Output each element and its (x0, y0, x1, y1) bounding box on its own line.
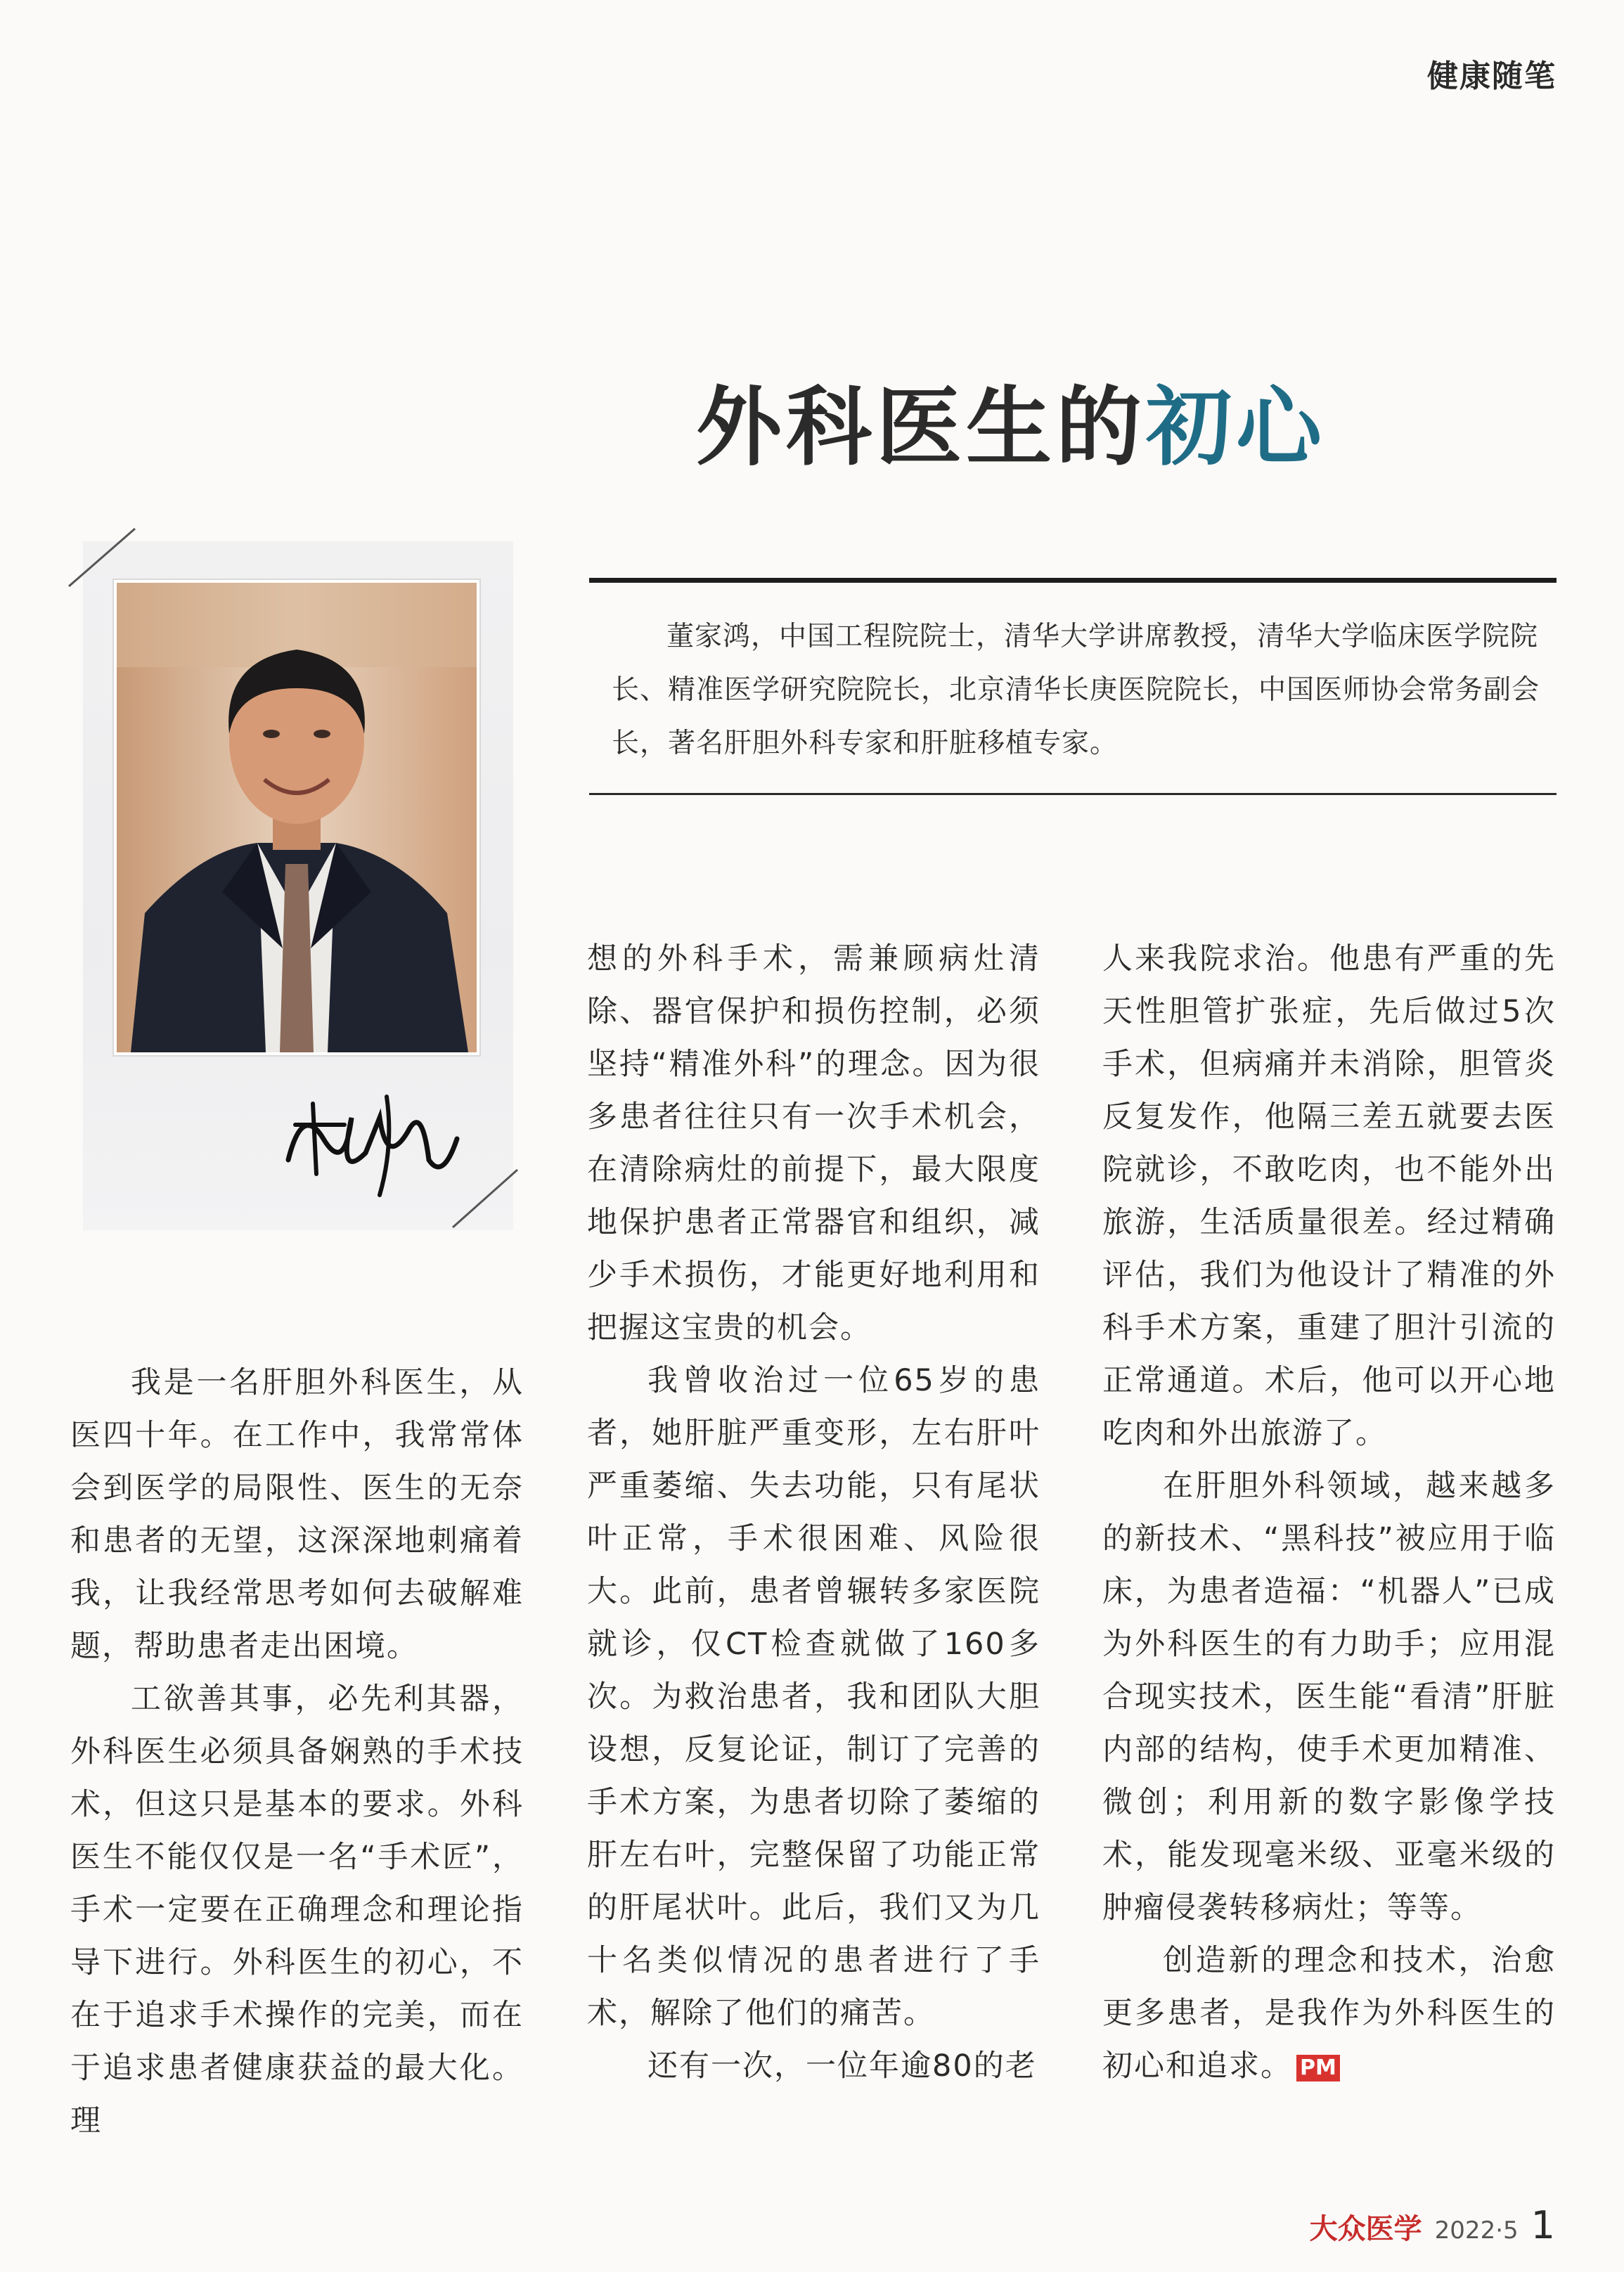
article-column-1 (70, 1357, 524, 2148)
section-label: 健康随笔 (1427, 58, 1557, 94)
title-accent: 初心 (1146, 377, 1326, 477)
end-mark-badge: PM (1296, 2055, 1340, 2081)
paragraph-text: 创造新的理念和技术，治愈更多患者，是我作为外科医生的初心和追求。 (1102, 1943, 1556, 2084)
article-column-3 (1102, 933, 1556, 2093)
article-column-2 (587, 933, 1040, 2093)
paragraph: 我是一名肝胆外科医生，从医四十年。在工作中，我常常体会到医学的局限性、医生的无奈和患者的无望，这深深地刺痛着我，让我经常思考如何去破解难题，帮助患者走出困境。 (70, 1365, 524, 1664)
paragraph: 还有一次，一位年逾80的老 (647, 2048, 1037, 2084)
bio-rule-top (589, 578, 1557, 583)
paragraph: 我曾收治过一位65岁的患者，她肝脏严重变形，左右肝叶严重萎缩、失去功能，只有尾状叶正常，手术很困难、风险很大。此前，患者曾辗转多家医院就诊，仅CT检查就做了160多次。为救治患者，我和团队大胆设想，反复论证，制订了完善的手术方案，为患者切除了萎缩的肝左右叶，完整保留了功能正常的肝尾状叶。此后，我们又为几十名类似情况的患者进行了手术，解除了他们的痛苦。 (587, 1363, 1040, 2031)
bio-rule-bottom (589, 793, 1557, 795)
page-number: 1 (1530, 2203, 1555, 2247)
paragraph-final (1102, 1935, 1556, 2093)
paragraph: 人来我院求治。他患有严重的先天性胆管扩张症，先后做过5次手术，但病痛并未消除，胆管炎反复发作，他隔三差五就要去医院就诊，不敢吃肉，也不能外出旅游，生活质量很差。经过精确评估，我们为他设计了精准的外科手术方案，重建了胆汁引流的正常通道。术后，他可以开心地吃肉和外出旅游了。 (1102, 941, 1556, 1451)
paragraph: 工欲善其事，必先利其器，外科医生必须具备娴熟的手术技术，但这只是基本的要求。外科医生不能仅仅是一名“手术匠”，手术一定要在正确理念和理论指导下进行。外科医生的初心，不在于追求手术操作的完美，而在于追求患者健康获益的最大化。理 (70, 1682, 524, 2138)
paragraph: 想的外科手术，需兼顾病灶清除、器官保护和损伤控制，必须坚持“精准外科”的理念。因为很多患者往往只有一次手术机会，在清除病灶的前提下，最大限度地保护患者正常器官和组织，减少手术损伤，才能更好地利用和把握这宝贵的机会。 (587, 941, 1040, 1345)
magazine-name: 大众医学 (1309, 2212, 1422, 2245)
page-footer (1310, 2203, 1555, 2247)
issue-number: 2022·5 (1434, 2216, 1519, 2245)
author-bio: 董家鸿，中国工程院院士，清华大学讲席教授，清华大学临床医学院院长、精准医学研究院院长，北京清华长庚医院院长，中国医师协会常务副会长，著名肝胆外科专家和肝脏移植专家。 (612, 621, 1540, 759)
paragraph: 在肝胆外科领域，越来越多的新技术、“黑科技”被应用于临床，为患者造福：“机器人”已成为外科医生的有力助手；应用混合现实技术，医生能“看清”肝脏内部的结构，使手术更加精准、微创；利用新的数字影像学技术，能发现毫米级、亚毫米级的肿瘤侵袭转移病灶；等等。 (1102, 1469, 1556, 1925)
title-main: 外科医生的 (696, 377, 1146, 477)
author-portrait (114, 580, 479, 1055)
author-signature (274, 1076, 464, 1202)
article-title (696, 359, 1326, 482)
